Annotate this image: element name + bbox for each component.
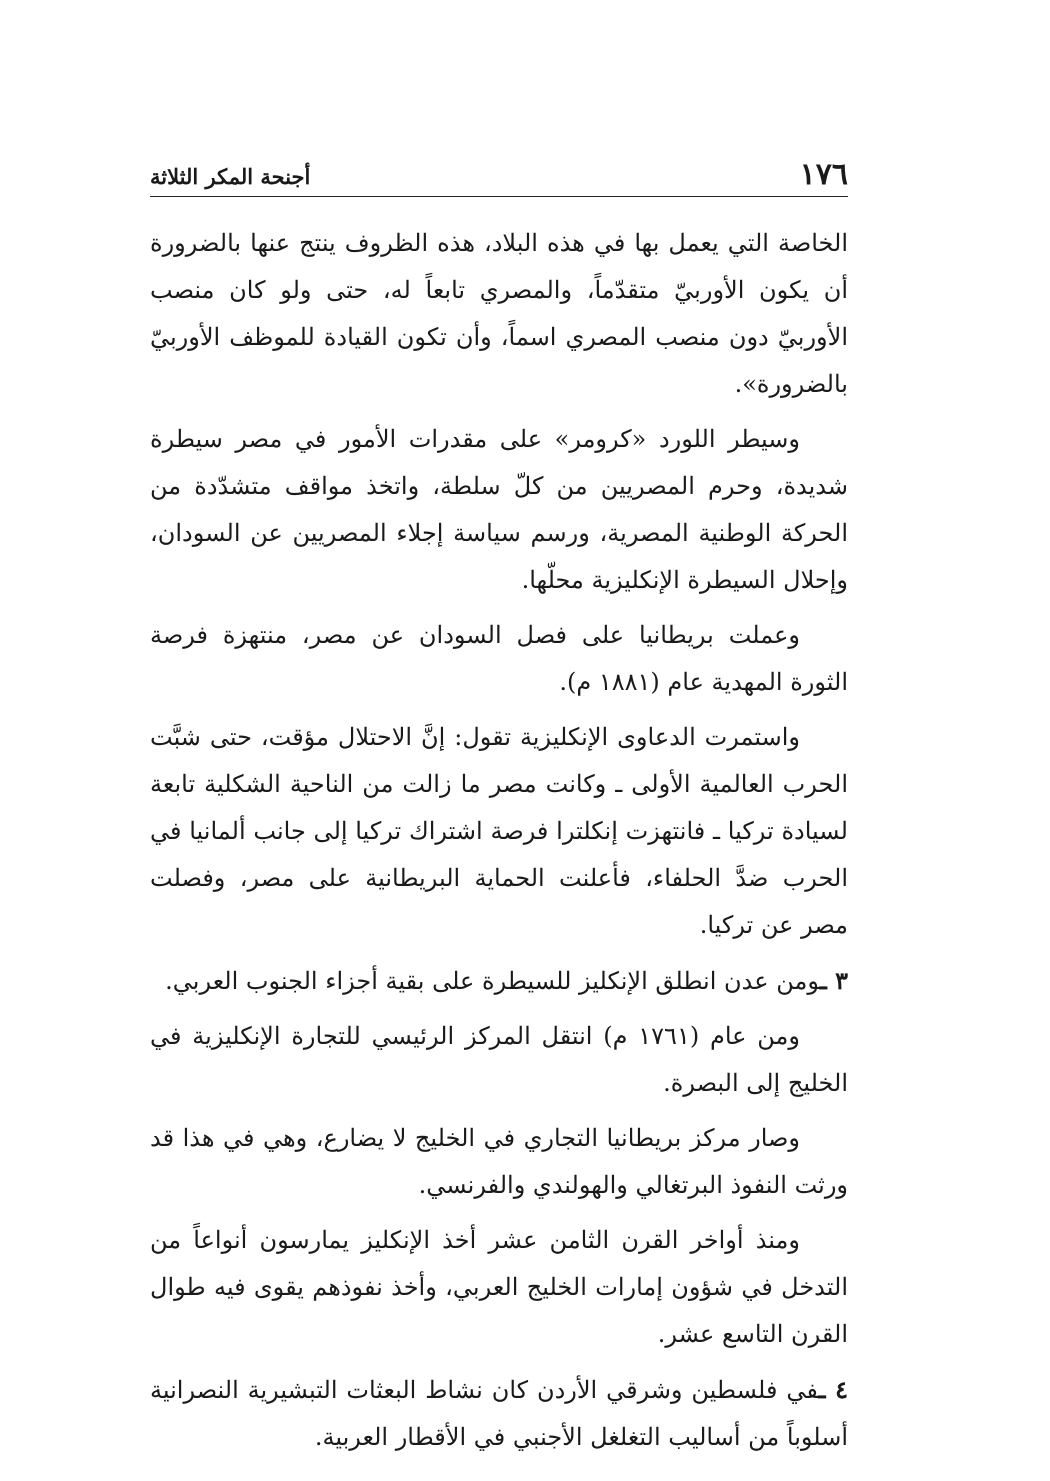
paragraph: واستمرت الدعاوى الإنكليزية تقول: إنَّ الاحتلال مؤقت، حتى شبَّت الحرب العالمية الأولى ـ وكانت مصر ما زالت من الناحية الشكلية تابعة لسيادة تركيا ـ فانتهزت إنكلترا فرصة اشتراك تركيا إلى جانب ألمانيا في الحرب ضدَّ الحلفاء، فأعلنت الحماية البريطانية على مصر، وفصلت مصر عن تركيا.	[150, 723, 848, 939]
list-number: ٤ ـ	[818, 1375, 848, 1404]
paragraph-text: في فلسطين وشرقي الأردن كان نشاط البعثات التبشيرية النصرانية أسلوباً من أساليب التغلغل الأجنبي في الأقطار العربية.	[150, 1376, 848, 1451]
page-number: ١٧٦	[799, 157, 848, 192]
paragraph: الخاصة التي يعمل بها في هذه البلاد، هذه الظروف ينتج عنها بالضرورة أن يكون الأوربيّ متقدّماً، والمصري تابعاً له، حتى ولو كان منصب الأوربيّ دون منصب المصري اسماً، وأن تكون القيادة للموظف الأوربيّ بالضرورة».	[150, 229, 848, 398]
numbered-paragraph	[150, 1366, 848, 1461]
numbered-paragraph	[150, 957, 848, 1005]
running-title: أجنحة المكر الثلاثة	[150, 164, 311, 189]
paragraph: ومن عام (١٧٦١ م) انتقل المركز الرئيسي للتجارة الإنكليزية في الخليج إلى البصرة.	[150, 1022, 848, 1097]
paragraph: وصار مركز بريطانيا التجاري في الخليج لا يضارع، وهي في هذا قد ورثت النفوذ البرتغالي والهولندي والفرنسي.	[150, 1124, 848, 1199]
paragraph: وسيطر اللورد «كرومر» على مقدرات الأمور في مصر سيطرة شديدة، وحرم المصريين من كلّ سلطة، واتخذ مواقف متشدّدة من الحركة الوطنية المصرية، ورسم سياسة إجلاء المصريين عن السودان، وإحلال السيطرة الإنكليزية محلّها.	[150, 425, 848, 594]
body-text	[150, 220, 848, 1469]
paragraph: وعملت بريطانيا على فصل السودان عن مصر، منتهزة فرصة الثورة المهدية عام (١٨٨١ م).	[150, 621, 848, 696]
list-number: ٣ ـ	[819, 966, 848, 995]
paragraph-text: ومن عدن انطلق الإنكليز للسيطرة على بقية أجزاء الجنوب العربي.	[165, 967, 820, 995]
page-header	[150, 157, 848, 197]
paragraph: ومنذ أواخر القرن الثامن عشر أخذ الإنكليز يمارسون أنواعاً من التدخل في شؤون إمارات الخليج العربي، وأخذ نفوذهم يقوى فيه طوال القرن التاسع عشر.	[150, 1226, 848, 1348]
